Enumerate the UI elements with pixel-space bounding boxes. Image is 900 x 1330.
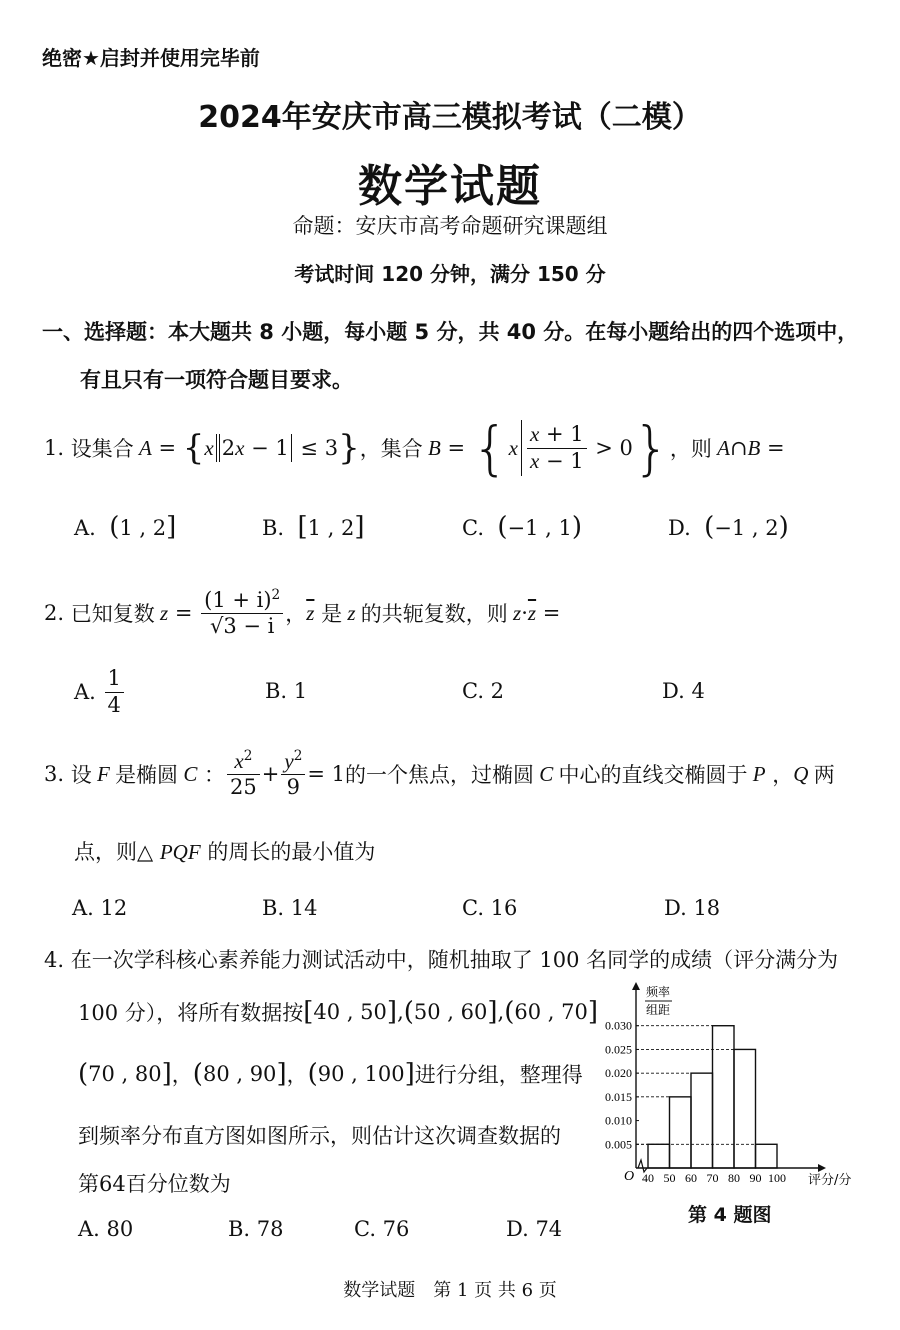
y-tick-label: 0.010 [605, 1113, 632, 1128]
question-4-line3: ( 70 , 80 ] ， ( 80 , 90 ] ， ( 90 , 100 ] 进行分组，整理得 [78, 1059, 583, 1089]
q2-option-a: A. $\frac{1}{4}$ [74, 666, 126, 718]
x-tick-label: 90 [749, 1171, 762, 1185]
q1-option-d: D. (−1 , 2) [668, 512, 789, 542]
time-info: 考试时间 120 分钟，满分 150 分 [294, 262, 606, 286]
x-axis-label: 评分/分 [808, 1173, 852, 1188]
question-3: 3. 设 F 是椭圆 C ： $\frac{x^2}{25}$ + $\frac{y^2}{9}$ = 1 的一个焦点，过椭圆 C 中心的直线交椭圆于 P ， Q 两 [44, 747, 835, 799]
y-tick-label: 0.015 [605, 1089, 632, 1104]
q1-set-a: A [133, 435, 152, 460]
section-heading: 一、选择题：本大题共 8 小题，每小题 5 分，共 40 分。在每小题给出的四个选项中， [42, 320, 859, 344]
q4-option-d: D. 74 [506, 1217, 563, 1241]
question-2: 2. 已知复数 z = $\frac{(1 + i)^2}{√3 - i}$ ， $\overline{z}$ 是 z 的共轭复数，则 z · $\overline{z}$ = [44, 586, 561, 638]
x-tick-label: 50 [663, 1171, 676, 1185]
y-label-numerator: 频率 [646, 985, 671, 999]
q2-option-b: B. 1 [265, 679, 308, 703]
histogram-bar [713, 1026, 735, 1168]
y-tick-label: 0.025 [605, 1042, 632, 1057]
x-tick-label: 60 [685, 1171, 697, 1185]
y-tick-label: 0.030 [605, 1018, 632, 1033]
y-tick-label: 0.020 [605, 1066, 632, 1081]
q1-option-c: C. (−1 , 1) [462, 512, 583, 542]
q2-option-c: C. 2 [462, 679, 505, 703]
histogram-bar [734, 1049, 756, 1168]
origin-label: O [624, 1169, 635, 1184]
q4-option-a: A. 80 [78, 1217, 134, 1241]
q4-option-c: C. 76 [354, 1217, 410, 1241]
exam-title: 2024年安庆市高三模拟考试（二模） [198, 100, 702, 135]
x-tick-label: 80 [728, 1171, 740, 1185]
histogram-bar [670, 1097, 692, 1168]
y-axis-arrow [632, 982, 640, 990]
histogram-y-ticks [605, 1019, 639, 1152]
question-4-line4: 到频率分布直方图如图所示，则估计这次调查数据的 [78, 1124, 561, 1148]
q1-text-a: 设集合 [70, 437, 134, 461]
frequency-histogram [590, 982, 870, 1192]
q2-option-d: D. 4 [662, 679, 705, 703]
figure-caption: 第 4 题图 [688, 1204, 772, 1226]
q3-option-b: B. 14 [262, 896, 318, 920]
question-3-cont: 点，则△ PQF 的周长的最小值为 [74, 840, 376, 864]
histogram-x-ticks [642, 1171, 786, 1185]
section-heading-cont: 有且只有一项符合题目要求。 [80, 368, 353, 392]
x-tick-label: 70 [706, 1171, 719, 1185]
histogram-bar [648, 1144, 670, 1168]
x-tick-label: 40 [642, 1171, 654, 1185]
q1-option-b: B. [1 , 2] [262, 512, 365, 542]
secret-label: 绝密★启封并使用完毕前 [42, 46, 260, 70]
q3-option-c: C. 16 [462, 896, 518, 920]
q1-number: 1. [44, 436, 65, 460]
question-4-line5: 第64百分位数为 [78, 1172, 231, 1196]
y-tick-label: 0.005 [605, 1137, 632, 1152]
q1-text-b: ，集合 [359, 437, 423, 461]
histogram-bar [756, 1144, 778, 1168]
y-label-denominator: 组距 [646, 1003, 671, 1017]
x-axis-arrow [818, 1164, 826, 1172]
x-tick-label: 100 [768, 1171, 786, 1185]
question-1: 1. 设集合 A = { x 2 x − 1 ≤ 3 } ，集合 B = { x $\frac{x + 1}{x - 1}$ > 0 } ，则 A ∩ B = [44, 414, 785, 482]
histogram-bar [691, 1073, 713, 1168]
question-4: 4. 在一次学科核心素养能力测试活动中，随机抽取了 100 名同学的成绩（评分满分为 [44, 948, 839, 972]
q1-option-a: A. (1 , 2] [74, 512, 177, 542]
q4-option-b: B. 78 [228, 1217, 284, 1241]
histogram-dashes [636, 1026, 756, 1145]
q1-text-c: ，则 [669, 437, 712, 461]
page-footer: 数学试题 第 1 页 共 6 页 [343, 1280, 557, 1301]
q3-option-d: D. 18 [664, 896, 721, 920]
subject-title: 数学试题 [358, 161, 542, 212]
author-line: 命题：安庆市高考命题研究课题组 [292, 214, 608, 238]
q3-option-a: A. 12 [72, 896, 128, 920]
question-4-line2: 100 分），将所有数据按 [ 40 , 50 ] , ( 50 , 60 ] , ( 60 , 70 ] [78, 997, 599, 1027]
